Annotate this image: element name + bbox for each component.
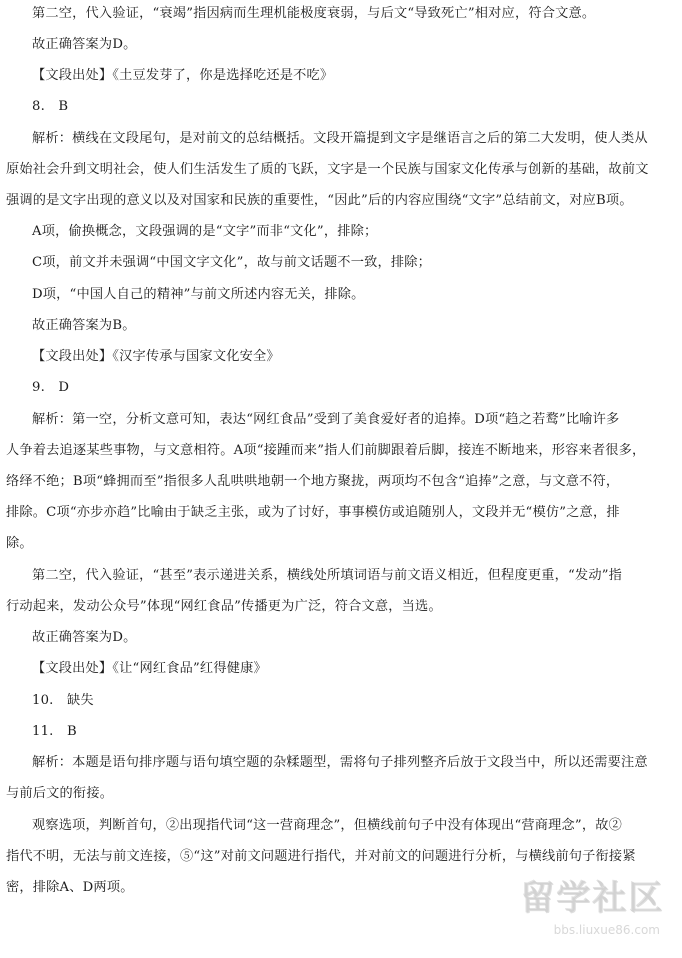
text-line: D项，“中国人自己的精神”与前文所述内容无关，排除。: [32, 287, 365, 302]
text-line: 原始社会升到文明社会，使人们生活发生了质的飞跃，文字是一个民族与国家文化传承与创新的基础，故前文: [6, 162, 649, 177]
site-watermark: [498, 878, 670, 948]
source-line: 【文段出处】《土豆发芽了，你是选择吃还是不吃》: [32, 68, 334, 83]
text-line: 故正确答案为B。: [32, 318, 136, 333]
watermark-logo-text: 留学社区: [520, 878, 664, 918]
question-number: 8. B: [32, 99, 69, 114]
text-line: 排除。C项“亦步亦趋”比喻由于缺乏主张，或为了讨好，事事模仿或追随别人，文段并无“模仿”之意，排: [6, 505, 620, 520]
text-line: 除。: [6, 536, 33, 551]
text-line: C项，前文并未强调“中国文字文化”，故与前文话题不一致，排除；: [32, 255, 432, 270]
text-line: 人争着去追逐某些事物，与文意相符。A项“接踵而来”指人们前脚跟着后脚，接连不断地来，形容来者很多，: [6, 443, 646, 458]
text-line: 故正确答案为D。: [32, 37, 137, 52]
text-line: 解析：横线在文段尾句，是对前文的总结概括。文段开篇提到文字是继语言之后的第二大发明，使人类从: [32, 131, 648, 146]
text-line: 行动起来，发动公众号”体现“网红食品”传播更为广泛，符合文意，当选。: [6, 599, 442, 614]
text-line: 观察选项，判断首句，②出现指代词“这一营商理念”，但横线前句子中没有体现出“营商理念”，故②: [32, 818, 623, 833]
question-number: 9. D: [32, 380, 70, 395]
text-line: 与前后文的衔接。: [6, 786, 114, 801]
source-line: 【文段出处】《汉字传承与国家文化安全》: [32, 349, 280, 364]
question-number: 11. B: [32, 724, 77, 739]
text-line: 第二空，代入验证，“甚至”表示递进关系，横线处所填词语与前文语义相近，但程度更重，“发动”指: [32, 568, 623, 583]
source-line: 【文段出处】《让“网红食品”红得健康》: [32, 661, 267, 676]
text-line: 故正确答案为D。: [32, 630, 137, 645]
text-line: 强调的是文字出现的意义以及对国家和民族的重要性，“因此”后的内容应围绕“文字”总结前文，对应B项。: [6, 193, 633, 208]
text-line: 第二空，代入验证，“衰竭”指因病而生理机能极度衰弱，与后文“导致死亡”相对应，符合文意。: [32, 6, 596, 21]
question-number: 10. 缺失: [32, 693, 94, 708]
text-line: 解析：本题是语句排序题与语句填空题的杂糅题型，需将句子排列整齐后放于文段当中，所以还需要注意: [32, 755, 648, 770]
text-line: 指代不明，无法与前文连接，⑤“这”对前文问题进行指代，并对前文的问题进行分析，与横线前句子衔接紧: [6, 849, 636, 864]
text-line: A项，偷换概念，文段强调的是“文字”而非“文化”，排除；: [32, 224, 378, 239]
text-line: 解析：第一空，分析文意可知，表达“网红食品”受到了美食爱好者的追捧。D项“趋之若鹜”比喻许多: [32, 412, 620, 427]
text-line: 络绎不绝；B项“蜂拥而至”指很多人乱哄哄地朝一个地方聚拢，两项均不包含“追捧”之意，与文意不符，: [6, 474, 620, 489]
watermark-url: bbs.liuxue86.com: [553, 923, 660, 937]
text-line: 密，排除A、D两项。: [6, 880, 134, 895]
